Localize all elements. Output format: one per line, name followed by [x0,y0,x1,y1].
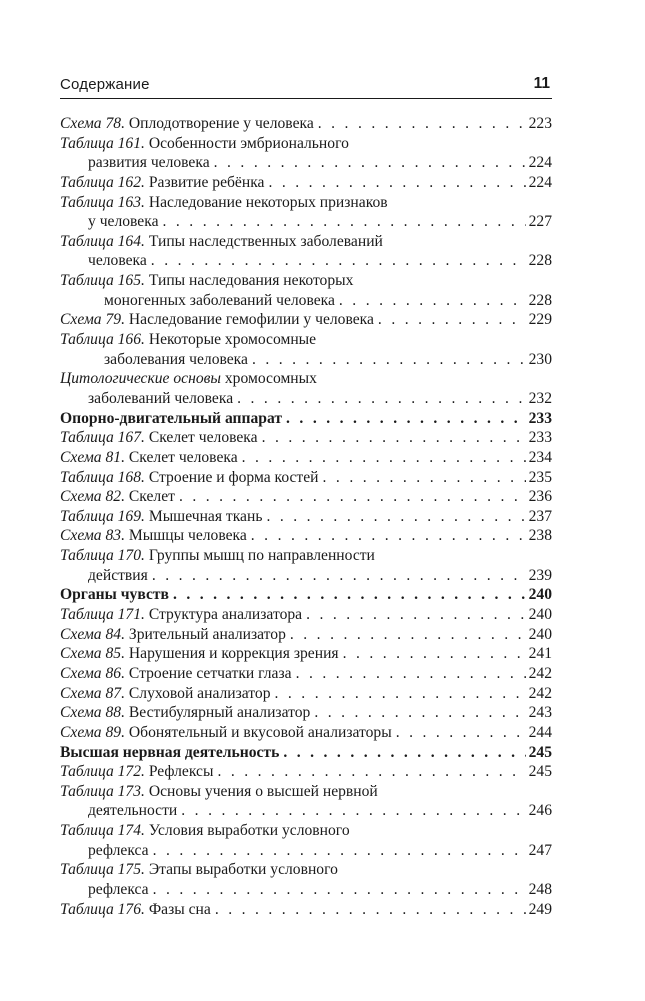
leader-dots [153,880,526,900]
toc-entry-title-continued: деятельности [88,802,178,820]
toc-entry-line [60,212,552,232]
toc-entry-line [60,625,552,645]
toc-entry-title-continued: развития человека [88,154,210,172]
toc-page-number: 242 [528,664,552,682]
toc-entry-line [60,193,552,213]
toc-entry-line [60,821,552,841]
toc-entry-line [60,546,552,566]
toc-entry-label: Таблица 163. [60,193,145,211]
leader-dots [151,251,526,271]
page-header [60,74,552,99]
toc-entry-label: Схема 89. [60,723,125,741]
toc-entry-label: Таблица 174. [60,822,145,840]
toc-entry-title: Строение и форма костей [148,468,319,486]
toc-entry-label: Таблица 176. [60,900,145,918]
toc-entry-label: Таблица 172. [60,763,145,781]
toc-page-number: 247 [528,841,552,859]
toc-entry-title: Нарушения и коррекция зрения [128,645,339,663]
toc-page-number: 232 [528,389,552,407]
toc-entry-line [60,703,552,723]
leader-dots [181,801,525,821]
toc-entry-title: Скелет [128,488,175,506]
toc-entry-title-continued: человека [88,252,147,270]
toc-entry-title: Основы учения о высшей нервной [148,782,378,800]
toc-entry-label: Таблица 162. [60,173,145,191]
toc-entry-label: Таблица 171. [60,606,145,624]
toc-page-number: 242 [528,684,552,702]
leader-dots [314,703,525,723]
toc-page-number: 230 [528,350,552,368]
toc-page-number: 245 [528,743,552,761]
toc-entry-line [60,762,552,782]
toc-entry-line [60,173,552,193]
toc-entry-line [60,605,552,625]
toc-entry-title: Фазы сна [148,900,211,918]
toc-entry-line [60,153,552,173]
toc-entry-title: Особенности эмбрионального [148,134,349,152]
toc-page-number: 227 [528,213,552,231]
toc-entry-line [60,330,552,350]
leader-dots [296,664,526,684]
toc-entry-title: Условия выработки условного [148,822,350,840]
toc-page-number: 233 [528,429,552,447]
toc-page-number: 240 [528,606,552,624]
toc-entry-title-continued: моногенных заболеваний человека [104,291,335,309]
toc-entry-label: Схема 86. [60,664,125,682]
toc-entry-label: Схема 79. [60,311,125,329]
leader-dots [266,507,525,527]
toc-page-number: 240 [528,625,552,643]
toc-entry-line [60,507,552,527]
leader-dots [378,310,526,330]
toc-entry-line [60,114,552,134]
toc-entry-label: Цитологические основы [60,370,221,388]
toc-entry-title: Слуховой анализатор [128,684,271,702]
toc-entry-label: Таблица 167. [60,429,145,447]
toc-entry-title-continued: у человека [88,213,159,231]
toc-entry-line [60,448,552,468]
toc-entry-title: Наследование гемофилии у человека [128,311,374,329]
toc-entry-line [60,860,552,880]
toc-entry-line [60,291,552,311]
leader-dots [179,487,526,507]
toc-entry-line [60,782,552,802]
leader-dots [237,389,525,409]
section-title: Опорно-двигательный аппарат [60,409,283,427]
toc-page-number: 234 [528,448,552,466]
leader-dots [242,448,526,468]
toc-entry-title: Развитие ребёнка [148,173,265,191]
toc-entry-line [60,468,552,488]
leader-dots [306,605,526,625]
toc-entry-title: Обонятельный и вкусовой анализаторы [128,723,392,741]
leader-dots [173,585,526,605]
toc-entry-title-continued: заболеваний человека [88,389,234,407]
toc-entry-label: Таблица 169. [60,507,145,525]
toc-entry-line [60,841,552,861]
toc-page-number: 228 [528,252,552,270]
toc-page-number: 245 [528,763,552,781]
leader-dots [323,468,526,488]
toc-entry-title: Мышцы человека [128,527,247,545]
toc-entry-line [60,900,552,920]
toc-page-number: 249 [528,900,552,918]
toc-entry-title-continued: рефлекса [88,880,149,898]
toc-section-heading [60,585,552,605]
toc-entry-line [60,310,552,330]
toc-entry-line [60,566,552,586]
toc-entry-label: Схема 87. [60,684,125,702]
toc-page-number: 224 [528,173,552,191]
toc-entry-title: Некоторые хромосомные [148,331,317,349]
toc-page-number: 228 [528,291,552,309]
toc-entry-label: Схема 85. [60,645,125,663]
toc-entry-label: Таблица 161. [60,134,145,152]
toc-section-heading [60,409,552,429]
toc-entry-line [60,684,552,704]
toc-entry-line [60,350,552,370]
leader-dots [153,841,526,861]
toc-entry-title: Оплодотворение у человека [128,115,314,132]
toc-entry-label: Таблица 168. [60,468,145,486]
leader-dots [283,743,525,763]
toc-page-number: 236 [528,488,552,506]
leader-dots [268,173,525,193]
toc-entry-label: Схема 83. [60,527,125,545]
toc-entry-line [60,801,552,821]
toc-page-number: 235 [528,468,552,486]
toc-entry-title: Типы наследственных заболеваний [148,232,383,250]
toc-entry-title: Скелет человека [128,448,238,466]
toc-entry-line [60,664,552,684]
leader-dots [251,526,526,546]
leader-dots [163,212,526,232]
toc-entry-line [60,134,552,154]
toc-entry-label: Схема 78. [60,115,125,132]
toc-entry-label: Таблица 166. [60,331,145,349]
toc-entry-title: Структура анализатора [148,606,303,624]
toc-entry-label: Таблица 170. [60,547,145,565]
leader-dots [215,900,526,920]
toc-entry-title: хромосомных [224,370,317,388]
toc-entry-title: Зрительный анализатор [128,625,286,643]
toc-entry-label: Таблица 165. [60,272,145,290]
leader-dots [286,409,526,429]
running-head-title: Содержание [60,76,150,93]
toc-entry-title: Рефлексы [148,763,214,781]
leader-dots [217,762,525,782]
toc-page-number: 248 [528,880,552,898]
section-title: Высшая нервная деятельность [60,743,280,761]
toc-entry-line [60,389,552,409]
toc-entry-line [60,251,552,271]
toc-entry-title: Группы мышц по направленности [148,547,375,565]
toc-section-heading [60,743,552,763]
toc-entry-label: Таблица 173. [60,782,145,800]
leader-dots [214,153,526,173]
toc-page-number: 243 [528,704,552,722]
toc-page-number: 229 [528,311,552,329]
toc-entry-label: Схема 82. [60,488,125,506]
toc-entry-title: Наследование некоторых признаков [148,193,388,211]
toc-page-number: 244 [528,723,552,741]
leader-dots [290,625,526,645]
toc-entry-title: Мышечная ткань [148,507,263,525]
toc-entry-title: Строение сетчатки глаза [128,664,292,682]
toc-entry-label: Таблица 164. [60,232,145,250]
toc-page-number: 224 [528,154,552,172]
leader-dots [262,428,526,448]
toc-entry-title: Этапы выработки условного [148,861,338,879]
toc-page-number: 240 [528,586,552,604]
toc-entry-title-continued: действия [88,566,148,584]
leader-dots [318,114,526,134]
toc-entry-title: Вестибулярный анализатор [128,704,311,722]
toc-entry-title: Скелет человека [148,429,258,447]
toc-entry-title: Типы наследования некоторых [148,272,354,290]
leader-dots [275,684,526,704]
toc-page-number: 233 [528,409,552,427]
toc-entry-line [60,369,552,389]
page-number: 11 [533,75,550,92]
leader-dots [252,350,526,370]
toc-entry-line [60,232,552,252]
toc-entry-label: Схема 81. [60,448,125,466]
leader-dots [343,644,526,664]
toc-entry-label: Таблица 175. [60,861,145,879]
toc-page-number: 241 [528,645,552,663]
toc-entry-line [60,880,552,900]
toc-entry-line [60,271,552,291]
leader-dots [396,723,526,743]
section-title: Органы чувств [60,586,169,604]
leader-dots [152,566,526,586]
toc-page-number: 237 [528,507,552,525]
table-of-contents [60,114,552,919]
leader-dots [339,291,526,311]
toc-entry-line [60,644,552,664]
toc-entry-label: Схема 88. [60,704,125,722]
toc-entry-line [60,526,552,546]
toc-page-number: 239 [528,566,552,584]
toc-entry-line [60,723,552,743]
toc-page-number: 223 [528,115,552,132]
toc-page-number: 238 [528,527,552,545]
toc-entry-label: Схема 84. [60,625,125,643]
toc-entry-title-continued: рефлекса [88,841,149,859]
toc-entry-line [60,487,552,507]
toc-entry-title-continued: заболевания человека [104,350,248,368]
toc-entry-line [60,428,552,448]
toc-page-number: 246 [528,802,552,820]
